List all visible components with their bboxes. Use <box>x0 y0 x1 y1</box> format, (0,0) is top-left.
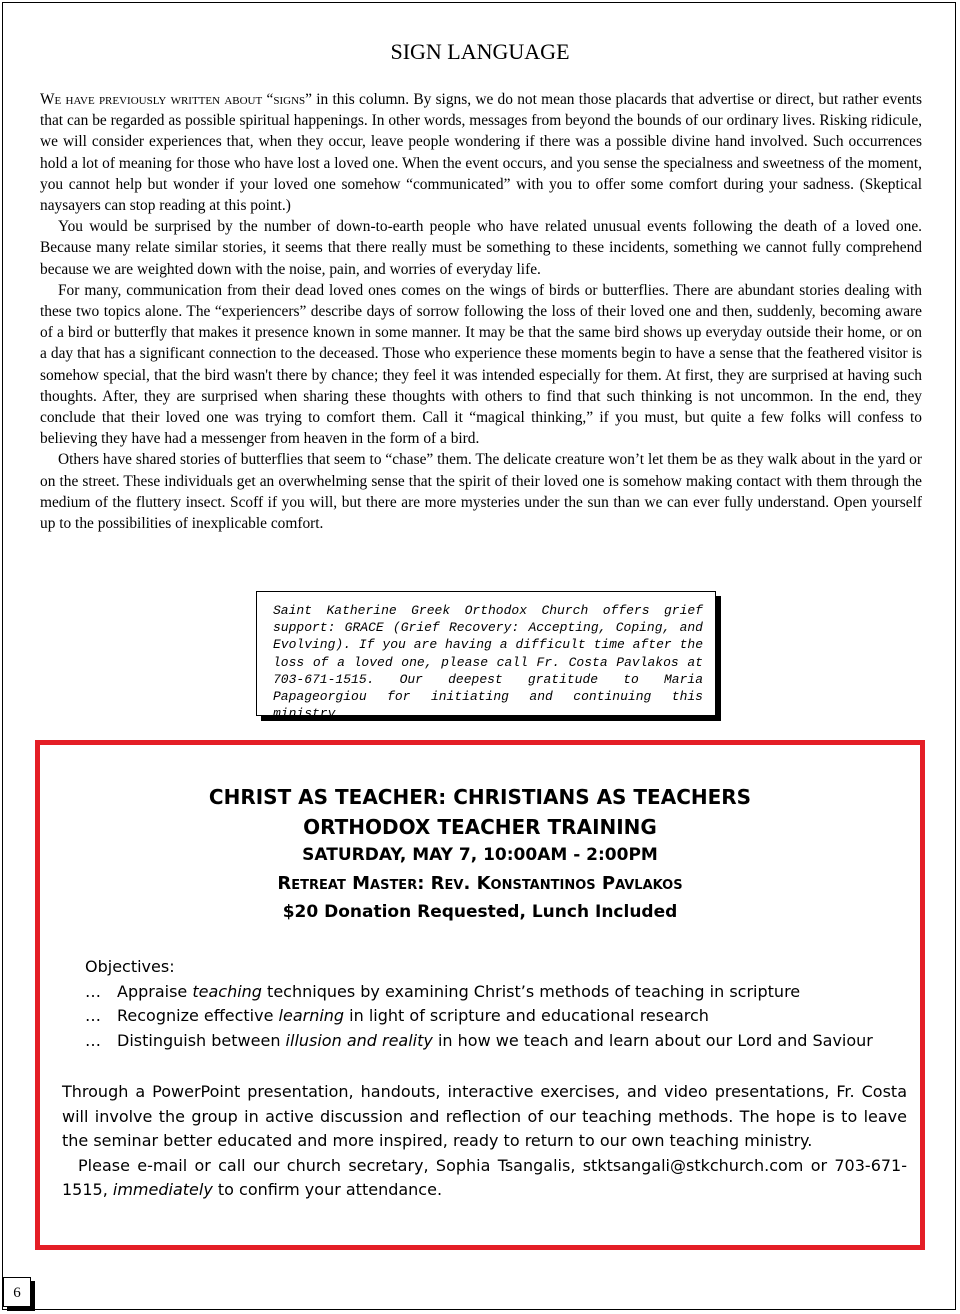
event-retreat-master: Retreat Master: Rev. Konstantinos Pavlakos <box>277 873 683 894</box>
event-donation: $20 Donation Requested, Lunch Included <box>282 902 678 922</box>
grace-notice-box <box>256 591 716 722</box>
article-paragraph-1 <box>40 89 922 216</box>
event-subheading: ORTHODOX TEACHER TRAINING <box>303 815 657 839</box>
objective-item: … Appraise teaching techniques by examining Christ’s methods of teaching in scripture <box>85 982 801 1001</box>
event-contact-paragraph: Please e-mail or call our church secretary, Sophia Tsangalis, stktsangali@stkchurch.com or 703-671-1515, immediately to confirm your attendance. <box>62 1155 907 1199</box>
grace-notice-text: Saint Katherine Greek Orthodox Church offers grief support: GRACE (Grief Recovery: Accepting, Coping, and Evolving). If you are having a difficult time after the loss of a loved one, please call Fr. Costa Pavlakos at 703-671-1515. Our deepest gratitude to Maria Papageorgiou for initiating and continuing this ministry. <box>273 603 703 722</box>
article-paragraph-3: For many, communication from their dead loved ones comes on the wings of birds or butterflies. There are abundant stories dealing with these two topics alone. The “experiencers” describe days of sorrow following the loss of their loved one and then, suddenly, becoming aware of a bird or butterfly that makes it presence known in some manner. It may be that the same bird shows up everyday outside their home, or on a day that has a significant connection to the deceased. Those who experience these moments begin to have a sense that the feathered visitor is somehow special, that the bird wasn't there by chance; they feel it was intended especially for them. At first, they are surprised at having such thoughts. After, they are surprised when sharing these thoughts with others to find that such thinking is not uncommon. In the end, they conclude that their loved one was trying to comfort them. Call it “magical thinking,” if you must, but quite a few folks will confess to believing they have had a messenger from heaven in the form of a bird. <box>40 281 922 448</box>
event-announcement-box <box>35 740 925 1250</box>
event-date-time: SATURDAY, MAY 7, 10:00AM - 2:00PM <box>302 845 658 865</box>
article-paragraph-4: Others have shared stories of butterflies that seem to “chase” them. The delicate creature won’t let them be as they walk about in the yard or on the street. These individuals get an overwhelming sense that the spirit of their loved one is somehow making contact with them through the medium of the fluttery insect. Scoff if you will, but there are more mysteries under the sun than we can ever fully understand. Open yourself up to the possibilities of inexplicable comfort. <box>40 451 922 533</box>
ellipsis-bullet-icon: … <box>85 1031 101 1050</box>
article-lead-in: We have previously written about <box>40 91 267 108</box>
ellipsis-bullet-icon: … <box>85 1006 101 1025</box>
objective-item: … Distinguish between illusion and reality in how we teach and learn about our Lord and Saviour <box>85 1031 873 1050</box>
article-paragraph-1-text: in this column. By signs, we do not mean those placards that advertise or direct, but rather events that can be regarded as possible spiritual happenings. In other words, messages from beyond the bounds of our ordinary lives. Risking ridicule, we will consider experiences that, when they occur, leave people wondering if there was a possible divine hand involved. Such occurrences hold a lot of meaning for those who have lost a loved one. When the event occurs, and you sense the specialness and sweetness of the moment, you cannot help but wonder if your loved one somehow “communicated” with you to offer some comfort during your sadness. (Skeptical naysayers can stop reading at this point.) <box>40 91 922 215</box>
objective-item: … Recognize effective learning in light of scripture and educational research <box>85 1006 709 1025</box>
objectives-label: Objectives: <box>85 957 175 976</box>
article-body <box>40 89 922 534</box>
article-signs-word: “signs” <box>266 91 312 108</box>
event-description <box>62 1080 907 1203</box>
ellipsis-bullet-icon: … <box>85 982 101 1001</box>
article-paragraph-2: You would be surprised by the number of down-to-earth people who have related unusual events following the death of a loved one. Because many relate similar stories, it seems that there really must be something to these incidents, something we cannot fully comprehend because we are weighted down with the noise, pain, and worries of everyday life. <box>40 218 922 278</box>
event-heading: CHRIST AS TEACHER: CHRISTIANS AS TEACHERS <box>208 785 752 809</box>
page-number: 6 <box>3 1277 31 1307</box>
event-description-paragraph: Through a PowerPoint presentation, handouts, interactive exercises, and video presentations, Fr. Costa will involve the group in active discussion and reflection of our teaching methods. The hope is to leave the seminar better educated and more inspired, ready to return to our own teaching ministry. <box>62 1082 907 1150</box>
page-title: SIGN LANGUAGE <box>390 39 570 64</box>
